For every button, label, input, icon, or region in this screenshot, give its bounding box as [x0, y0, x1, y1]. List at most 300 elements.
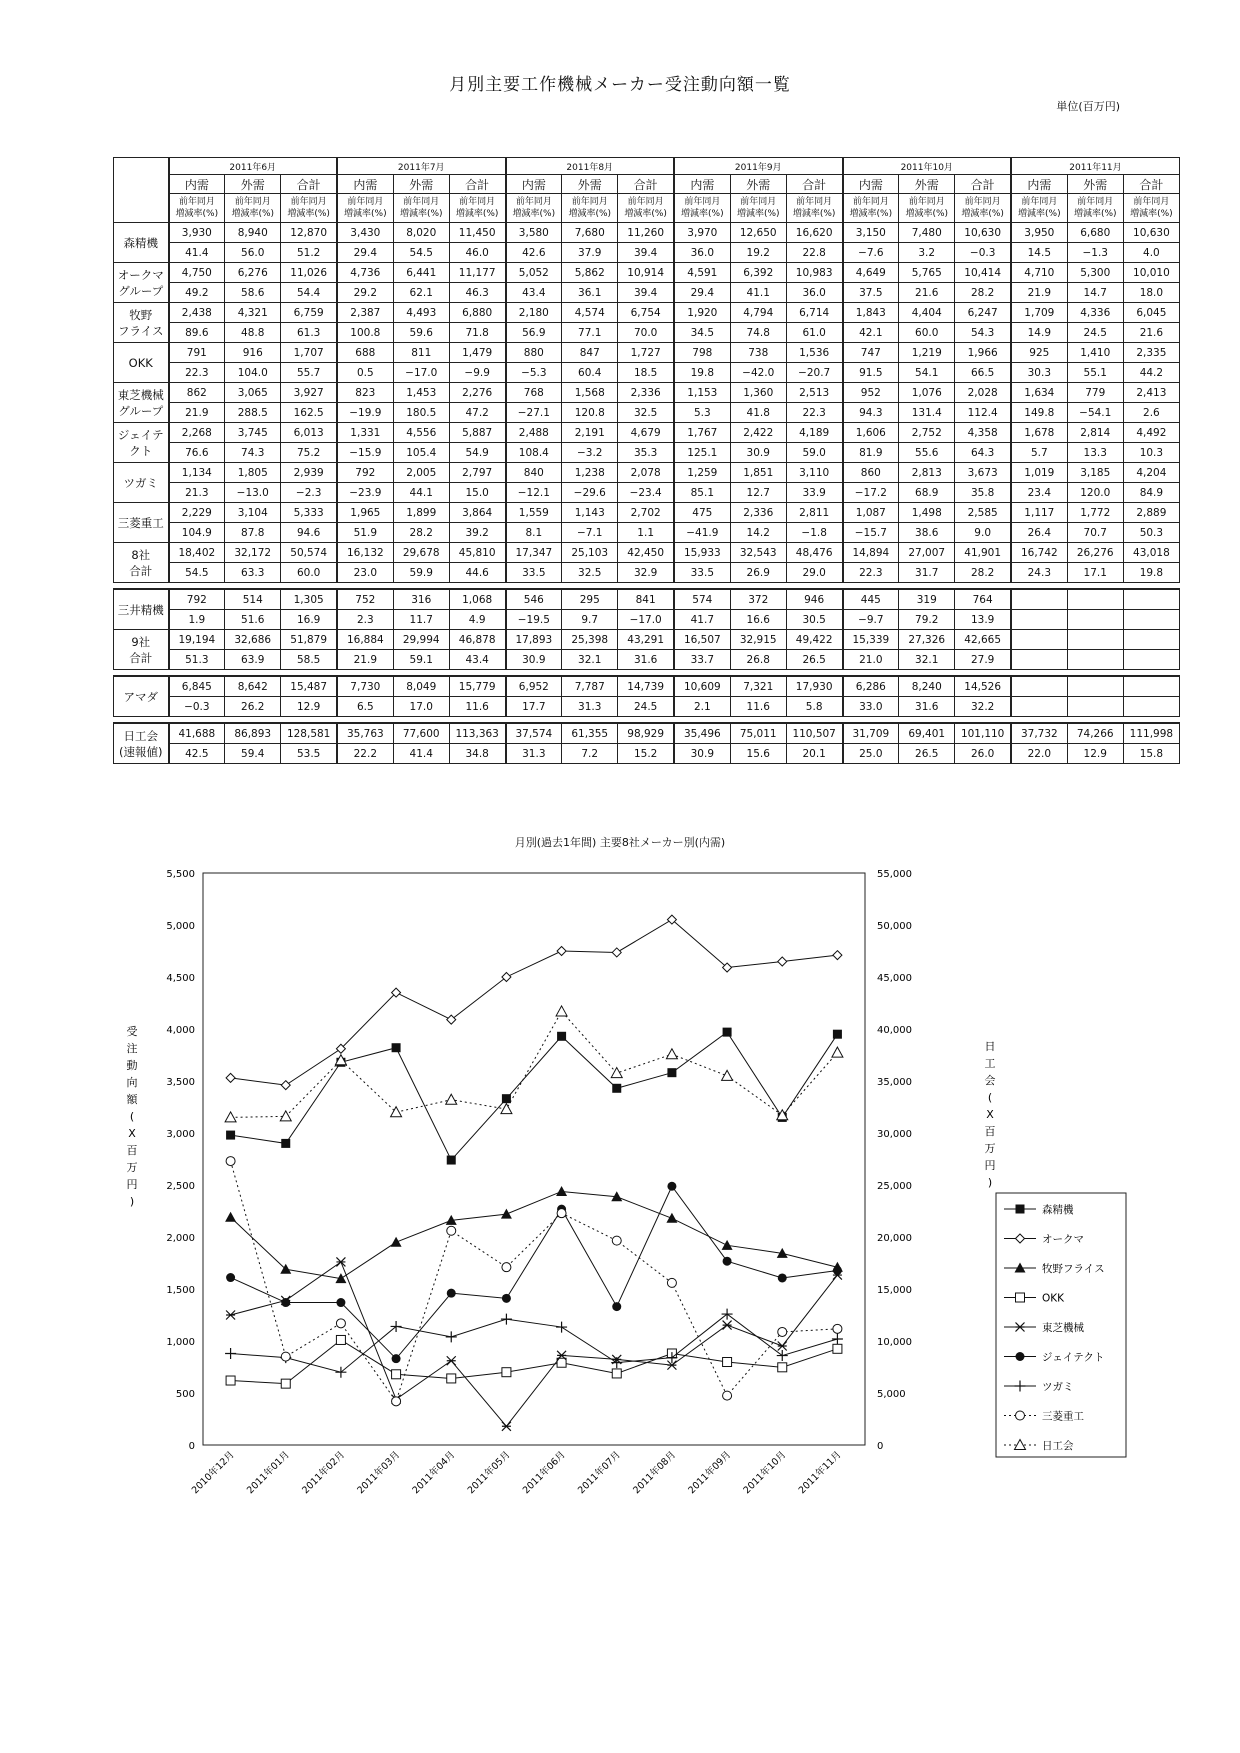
order-value: 4,649 [843, 263, 899, 283]
order-value: 128,581 [281, 723, 337, 744]
y2-tick-label: 15,000 [877, 1285, 912, 1296]
x-tick-label: 2011年06月 [520, 1449, 568, 1497]
y2-tick-label: 25,000 [877, 1181, 912, 1192]
yoy-rate: 33.7 [674, 650, 730, 670]
order-value: 1,772 [1067, 503, 1123, 523]
rate-header-line1: 前年同月 [290, 197, 327, 207]
yoy-rate: −17.0 [393, 363, 449, 383]
data-point [833, 1344, 842, 1353]
order-value: 2,939 [281, 463, 337, 483]
order-value: 110,507 [786, 723, 842, 744]
yoy-rate: 17.1 [1067, 563, 1123, 583]
y-tick-label: 500 [175, 1389, 195, 1400]
rate-header-line2: 増減率(%) [792, 209, 836, 219]
rate-header-line1: 前年同月 [627, 197, 664, 207]
yoy-rate: 21.9 [337, 650, 393, 670]
order-value: 31,709 [843, 723, 899, 744]
yoy-rate: 70.7 [1067, 523, 1123, 543]
order-value: 1,707 [281, 343, 337, 363]
yoy-rate: 1.1 [618, 523, 674, 543]
yoy-rate: 32.1 [562, 650, 618, 670]
x-tick-label: 2011年02月 [300, 1449, 348, 1497]
yoy-rate: 30.9 [730, 443, 786, 463]
yoy-rate: 10.3 [1123, 443, 1179, 463]
yoy-rate: 26.5 [899, 744, 955, 764]
data-point [391, 1237, 402, 1247]
yoy-rate: 12.9 [1067, 744, 1123, 764]
kind-header: 合計 [786, 175, 842, 194]
yoy-rate: 24.5 [1067, 323, 1123, 343]
order-value: 8,020 [393, 223, 449, 243]
y2-axis-title-char: 万 [984, 1142, 996, 1155]
yoy-rate: 12.9 [281, 697, 337, 717]
order-value: 2,005 [393, 463, 449, 483]
order-value: 43,018 [1123, 543, 1179, 563]
yoy-rate: 105.4 [393, 443, 449, 463]
order-value: 50,574 [281, 543, 337, 563]
yoy-rate: 54.9 [449, 443, 505, 463]
order-value: 16,507 [674, 630, 730, 650]
yoy-rate: 94.6 [281, 523, 337, 543]
order-value: 1,498 [899, 503, 955, 523]
yoy-rate: 26.8 [730, 650, 786, 670]
maker-name-line: 9社 [131, 634, 151, 649]
yoy-rate: 120.8 [562, 403, 618, 423]
yoy-rate: 25.0 [843, 744, 899, 764]
y2-axis-title-char: 日 [984, 1040, 996, 1053]
rate-header-line1: 前年同月 [571, 197, 608, 207]
order-value: 2,078 [618, 463, 674, 483]
data-point [666, 1213, 677, 1223]
order-value: 25,398 [562, 630, 618, 650]
rate-header-line2: 増減率(%) [681, 209, 724, 219]
order-value: 2,276 [449, 383, 505, 403]
order-value: 4,750 [169, 263, 225, 283]
yoy-rate: 14.2 [730, 523, 786, 543]
order-value: 2,813 [899, 463, 955, 483]
yoy-rate: −9.9 [449, 363, 505, 383]
rate-header-line2: 増減率(%) [568, 209, 612, 219]
order-value: 7,321 [730, 676, 786, 697]
order-value: 15,339 [843, 630, 899, 650]
yoy-rate: 63.3 [225, 563, 281, 583]
month-header: 2011年8月 [506, 158, 675, 175]
month-header: 2011年7月 [337, 158, 506, 175]
rate-header [843, 194, 899, 223]
order-value: 10,630 [955, 223, 1011, 243]
yoy-rate: 13.3 [1067, 443, 1123, 463]
rate-header-line2: 増減率(%) [736, 209, 780, 219]
order-value: 2,811 [786, 503, 842, 523]
rate-header [1123, 194, 1179, 223]
x-tick-label: 2011年01月 [245, 1449, 292, 1497]
data-point [447, 1156, 456, 1165]
order-value: 8,240 [899, 676, 955, 697]
data-point [226, 1376, 235, 1385]
unit-label: 単位(百万円) [1056, 100, 1120, 113]
yoy-rate: −2.3 [281, 483, 337, 503]
order-value: 4,492 [1123, 423, 1179, 443]
yoy-rate [1123, 610, 1179, 630]
order-value: 3,065 [225, 383, 281, 403]
order-value: 35,496 [674, 723, 730, 744]
order-value: 791 [169, 343, 225, 363]
order-value: 4,321 [225, 303, 281, 323]
yoy-rate: 21.9 [1011, 283, 1067, 303]
y-tick-label: 0 [188, 1441, 195, 1452]
yoy-rate: 13.9 [955, 610, 1011, 630]
yoy-rate: 32.1 [899, 650, 955, 670]
data-point [391, 1107, 402, 1117]
data-point [723, 1391, 732, 1400]
rate-header [169, 194, 225, 223]
order-value: 14,894 [843, 543, 899, 563]
yoy-rate: 32.9 [618, 563, 674, 583]
order-value: 1,134 [169, 463, 225, 483]
yoy-rate: 36.0 [674, 243, 730, 263]
yoy-rate: 9.0 [955, 523, 1011, 543]
yoy-rate: 47.2 [449, 403, 505, 423]
yoy-rate: 28.2 [955, 283, 1011, 303]
y2-axis-title-char: 百 [984, 1125, 996, 1138]
maker-name [114, 503, 169, 543]
order-value: 7,787 [562, 676, 618, 697]
order-value: 37,574 [506, 723, 562, 744]
yoy-rate: 61.0 [786, 323, 842, 343]
data-point [722, 1309, 733, 1320]
yoy-rate: 22.3 [786, 403, 842, 423]
yoy-rate: 0.5 [337, 363, 393, 383]
yoy-rate: 32.2 [955, 697, 1011, 717]
order-value: 1,219 [899, 343, 955, 363]
yoy-rate: 22.3 [169, 363, 225, 383]
order-value: 15,487 [281, 676, 337, 697]
yoy-rate: 94.3 [843, 403, 899, 423]
order-value: 1,606 [843, 423, 899, 443]
order-value: 1,117 [1011, 503, 1067, 523]
order-value: 2,702 [618, 503, 674, 523]
yoy-rate: 28.2 [955, 563, 1011, 583]
data-point [336, 1257, 345, 1266]
order-value [1011, 630, 1067, 650]
y-axis-title-char: 向 [126, 1076, 138, 1089]
yoy-rate: 14.7 [1067, 283, 1123, 303]
yoy-rate: 120.0 [1067, 483, 1123, 503]
yoy-rate: 2.3 [337, 610, 393, 630]
order-value: 1,479 [449, 343, 505, 363]
order-value: 11,260 [618, 223, 674, 243]
order-value: 1,634 [1011, 383, 1067, 403]
order-value: 4,556 [393, 423, 449, 443]
yoy-rate: 30.5 [786, 610, 842, 630]
order-value: 2,752 [899, 423, 955, 443]
rate-header-line2: 増減率(%) [399, 209, 443, 219]
order-value: 2,180 [506, 303, 562, 323]
data-point [833, 1030, 842, 1039]
data-point [392, 1354, 401, 1363]
order-value: 10,630 [1123, 223, 1179, 243]
order-value: 1,899 [393, 503, 449, 523]
maker-name-line: 合計 [129, 650, 153, 665]
order-value: 6,759 [281, 303, 337, 323]
order-value: 6,845 [169, 676, 225, 697]
yoy-rate: 9.7 [562, 610, 618, 630]
maker-name-line: 森精機 [123, 235, 158, 250]
yoy-rate: 41.7 [674, 610, 730, 630]
order-value: 3,745 [225, 423, 281, 443]
yoy-rate [1123, 650, 1179, 670]
rate-header-line2: 増減率(%) [1018, 209, 1061, 219]
yoy-rate: 112.4 [955, 403, 1011, 423]
yoy-rate: 37.9 [562, 243, 618, 263]
rate-header-line1: 前年同月 [347, 197, 384, 207]
data-point [391, 1321, 402, 1332]
yoy-rate: −7.6 [843, 243, 899, 263]
yoy-rate: −17.0 [618, 610, 674, 630]
yoy-rate: 66.5 [955, 363, 1011, 383]
order-value: 2,585 [955, 503, 1011, 523]
yoy-rate: 59.1 [393, 650, 449, 670]
rate-header [449, 194, 505, 223]
y-axis-title-char: 動 [126, 1059, 138, 1072]
order-value: 3,430 [337, 223, 393, 243]
y-tick-label: 4,500 [166, 973, 195, 984]
yoy-rate: 26.4 [1011, 523, 1067, 543]
order-value: 2,438 [169, 303, 225, 323]
yoy-rate: 23.4 [1011, 483, 1067, 503]
yoy-rate: 32.5 [562, 563, 618, 583]
kind-header: 外需 [393, 175, 449, 194]
rate-header-line2: 増減率(%) [961, 209, 1004, 219]
order-value: 2,797 [449, 463, 505, 483]
order-value: 46,878 [449, 630, 505, 650]
y-axis-title-char: 注 [126, 1042, 138, 1055]
data-point [501, 1314, 512, 1325]
yoy-rate: 53.5 [281, 744, 337, 764]
yoy-rate: 32.5 [618, 403, 674, 423]
data-point [447, 1289, 456, 1298]
order-value: 32,915 [730, 630, 786, 650]
maker-name-line: 日工会 [123, 728, 158, 743]
order-value: 41,901 [955, 543, 1011, 563]
yoy-rate: 84.9 [1123, 483, 1179, 503]
order-value [1123, 630, 1179, 650]
yoy-rate: 43.4 [449, 650, 505, 670]
order-value: 946 [786, 589, 842, 610]
data-point [778, 1327, 787, 1336]
yoy-rate: 30.3 [1011, 363, 1067, 383]
order-value: 6,247 [955, 303, 1011, 323]
yoy-rate: 14.5 [1011, 243, 1067, 263]
legend-marker [1016, 1205, 1025, 1214]
order-value: 2,229 [169, 503, 225, 523]
order-value: 26,276 [1067, 543, 1123, 563]
rate-header [674, 194, 730, 223]
data-point [722, 1070, 733, 1080]
maker-name-line: 牧野 [129, 307, 153, 322]
yoy-rate: −20.7 [786, 363, 842, 383]
yoy-rate: 31.6 [618, 650, 674, 670]
kind-header: 外需 [562, 175, 618, 194]
order-value: 3,673 [955, 463, 1011, 483]
order-value: 514 [225, 589, 281, 610]
y2-axis-title-char: X [986, 1108, 994, 1121]
yoy-rate: 21.9 [169, 403, 225, 423]
yoy-rate: 16.9 [281, 610, 337, 630]
maker-name [114, 223, 169, 263]
order-value: 841 [618, 589, 674, 610]
order-value [1123, 676, 1179, 697]
yoy-rate: 59.9 [393, 563, 449, 583]
order-value: 5,052 [506, 263, 562, 283]
yoy-rate: 55.7 [281, 363, 337, 383]
rate-header [393, 194, 449, 223]
rate-header-line2: 増減率(%) [287, 209, 330, 219]
order-value: 12,870 [281, 223, 337, 243]
data-point [832, 1047, 843, 1057]
rate-header-line2: 増減率(%) [1073, 209, 1117, 219]
legend-label: OKK [1042, 1292, 1065, 1305]
x-tick-label: 2011年03月 [355, 1449, 403, 1497]
yoy-rate: 288.5 [225, 403, 281, 423]
y-axis-title-char: X [128, 1127, 136, 1140]
yoy-rate [1011, 650, 1067, 670]
kind-header: 外需 [225, 175, 281, 194]
order-value: 1,767 [674, 423, 730, 443]
maker-name [114, 630, 169, 670]
rate-header-line1: 前年同月 [459, 197, 496, 207]
order-value: 752 [337, 589, 393, 610]
order-value: 768 [506, 383, 562, 403]
rate-header-line1: 前年同月 [403, 197, 440, 207]
order-value [1011, 676, 1067, 697]
order-value: 747 [843, 343, 899, 363]
order-value: 5,300 [1067, 263, 1123, 283]
order-value: 840 [506, 463, 562, 483]
order-value: 952 [843, 383, 899, 403]
order-value: 4,358 [955, 423, 1011, 443]
yoy-rate: 29.0 [786, 563, 842, 583]
data-point [501, 1104, 512, 1114]
yoy-rate [1067, 610, 1123, 630]
yoy-rate: 64.3 [955, 443, 1011, 463]
order-value: 8,940 [225, 223, 281, 243]
order-value: 111,998 [1123, 723, 1179, 744]
data-point [446, 1331, 457, 1342]
order-value: 2,513 [786, 383, 842, 403]
rate-header [506, 194, 562, 223]
order-value: 2,814 [1067, 423, 1123, 443]
yoy-rate: 27.9 [955, 650, 1011, 670]
yoy-rate: 33.0 [843, 697, 899, 717]
yoy-rate: 87.8 [225, 523, 281, 543]
legend-marker [1016, 1411, 1025, 1420]
data-point [225, 1348, 236, 1359]
order-value: 69,401 [899, 723, 955, 744]
yoy-rate: 33.5 [674, 563, 730, 583]
month-header: 2011年11月 [1011, 158, 1179, 175]
order-value: 37,732 [1011, 723, 1067, 744]
order-value: 1,568 [562, 383, 618, 403]
yoy-rate: 60.4 [562, 363, 618, 383]
data-point [833, 1266, 842, 1275]
maker-name-line: 8社 [131, 547, 151, 562]
yoy-rate: 11.6 [449, 697, 505, 717]
data-point [557, 1209, 566, 1218]
yoy-rate: 14.9 [1011, 323, 1067, 343]
line-chart [0, 850, 1240, 1510]
order-value: 4,736 [337, 263, 393, 283]
kind-header: 内需 [337, 175, 393, 194]
data-point [226, 1073, 235, 1082]
order-value: 1,259 [674, 463, 730, 483]
data-point [502, 1094, 511, 1103]
order-value: 4,794 [730, 303, 786, 323]
plot-area [203, 873, 865, 1445]
data-point [832, 1334, 843, 1345]
maker-name [114, 589, 169, 630]
order-value: 41,688 [169, 723, 225, 744]
yoy-rate: 34.5 [674, 323, 730, 343]
yoy-rate: 38.6 [899, 523, 955, 543]
yoy-rate: 34.8 [449, 744, 505, 764]
yoy-rate: 33.5 [506, 563, 562, 583]
rate-header-line1: 前年同月 [515, 197, 552, 207]
order-value: 17,893 [506, 630, 562, 650]
data-point [556, 1006, 567, 1016]
yoy-rate: 35.3 [618, 443, 674, 463]
y-tick-label: 4,000 [166, 1025, 195, 1036]
order-value: 11,450 [449, 223, 505, 243]
y-tick-label: 2,000 [166, 1233, 195, 1244]
yoy-rate: 15.8 [1123, 744, 1179, 764]
yoy-rate: 70.0 [618, 323, 674, 343]
yoy-rate: 89.6 [169, 323, 225, 343]
yoy-rate: 60.0 [899, 323, 955, 343]
rate-header-line1: 前年同月 [1021, 197, 1058, 207]
yoy-rate: 26.2 [225, 697, 281, 717]
legend-label: ツガミ [1042, 1381, 1074, 1393]
yoy-rate: 50.3 [1123, 523, 1179, 543]
yoy-rate: 22.2 [337, 744, 393, 764]
yoy-rate: 8.1 [506, 523, 562, 543]
rate-header-line2: 増減率(%) [344, 209, 387, 219]
order-value: 475 [674, 503, 730, 523]
data-point [722, 1240, 733, 1250]
data-point [225, 1212, 236, 1222]
y2-tick-label: 45,000 [877, 973, 912, 984]
order-value: 2,488 [506, 423, 562, 443]
order-value: 11,026 [281, 263, 337, 283]
yoy-rate: 31.3 [506, 744, 562, 764]
x-tick-label: 2011年07月 [576, 1449, 623, 1497]
y2-axis-title-char: ( [987, 1091, 993, 1104]
order-value: 916 [225, 343, 281, 363]
order-value: 16,132 [337, 543, 393, 563]
yoy-rate: 51.2 [281, 243, 337, 263]
data-point [226, 1311, 235, 1320]
order-value: 2,422 [730, 423, 786, 443]
yoy-rate: 7.2 [562, 744, 618, 764]
data-point [447, 1356, 456, 1365]
yoy-rate: 54.4 [281, 283, 337, 303]
data-point [833, 951, 842, 960]
order-value: 925 [1011, 343, 1067, 363]
rate-header [562, 194, 618, 223]
data-point [612, 1369, 621, 1378]
order-value: 75,011 [730, 723, 786, 744]
order-value: 3,185 [1067, 463, 1123, 483]
